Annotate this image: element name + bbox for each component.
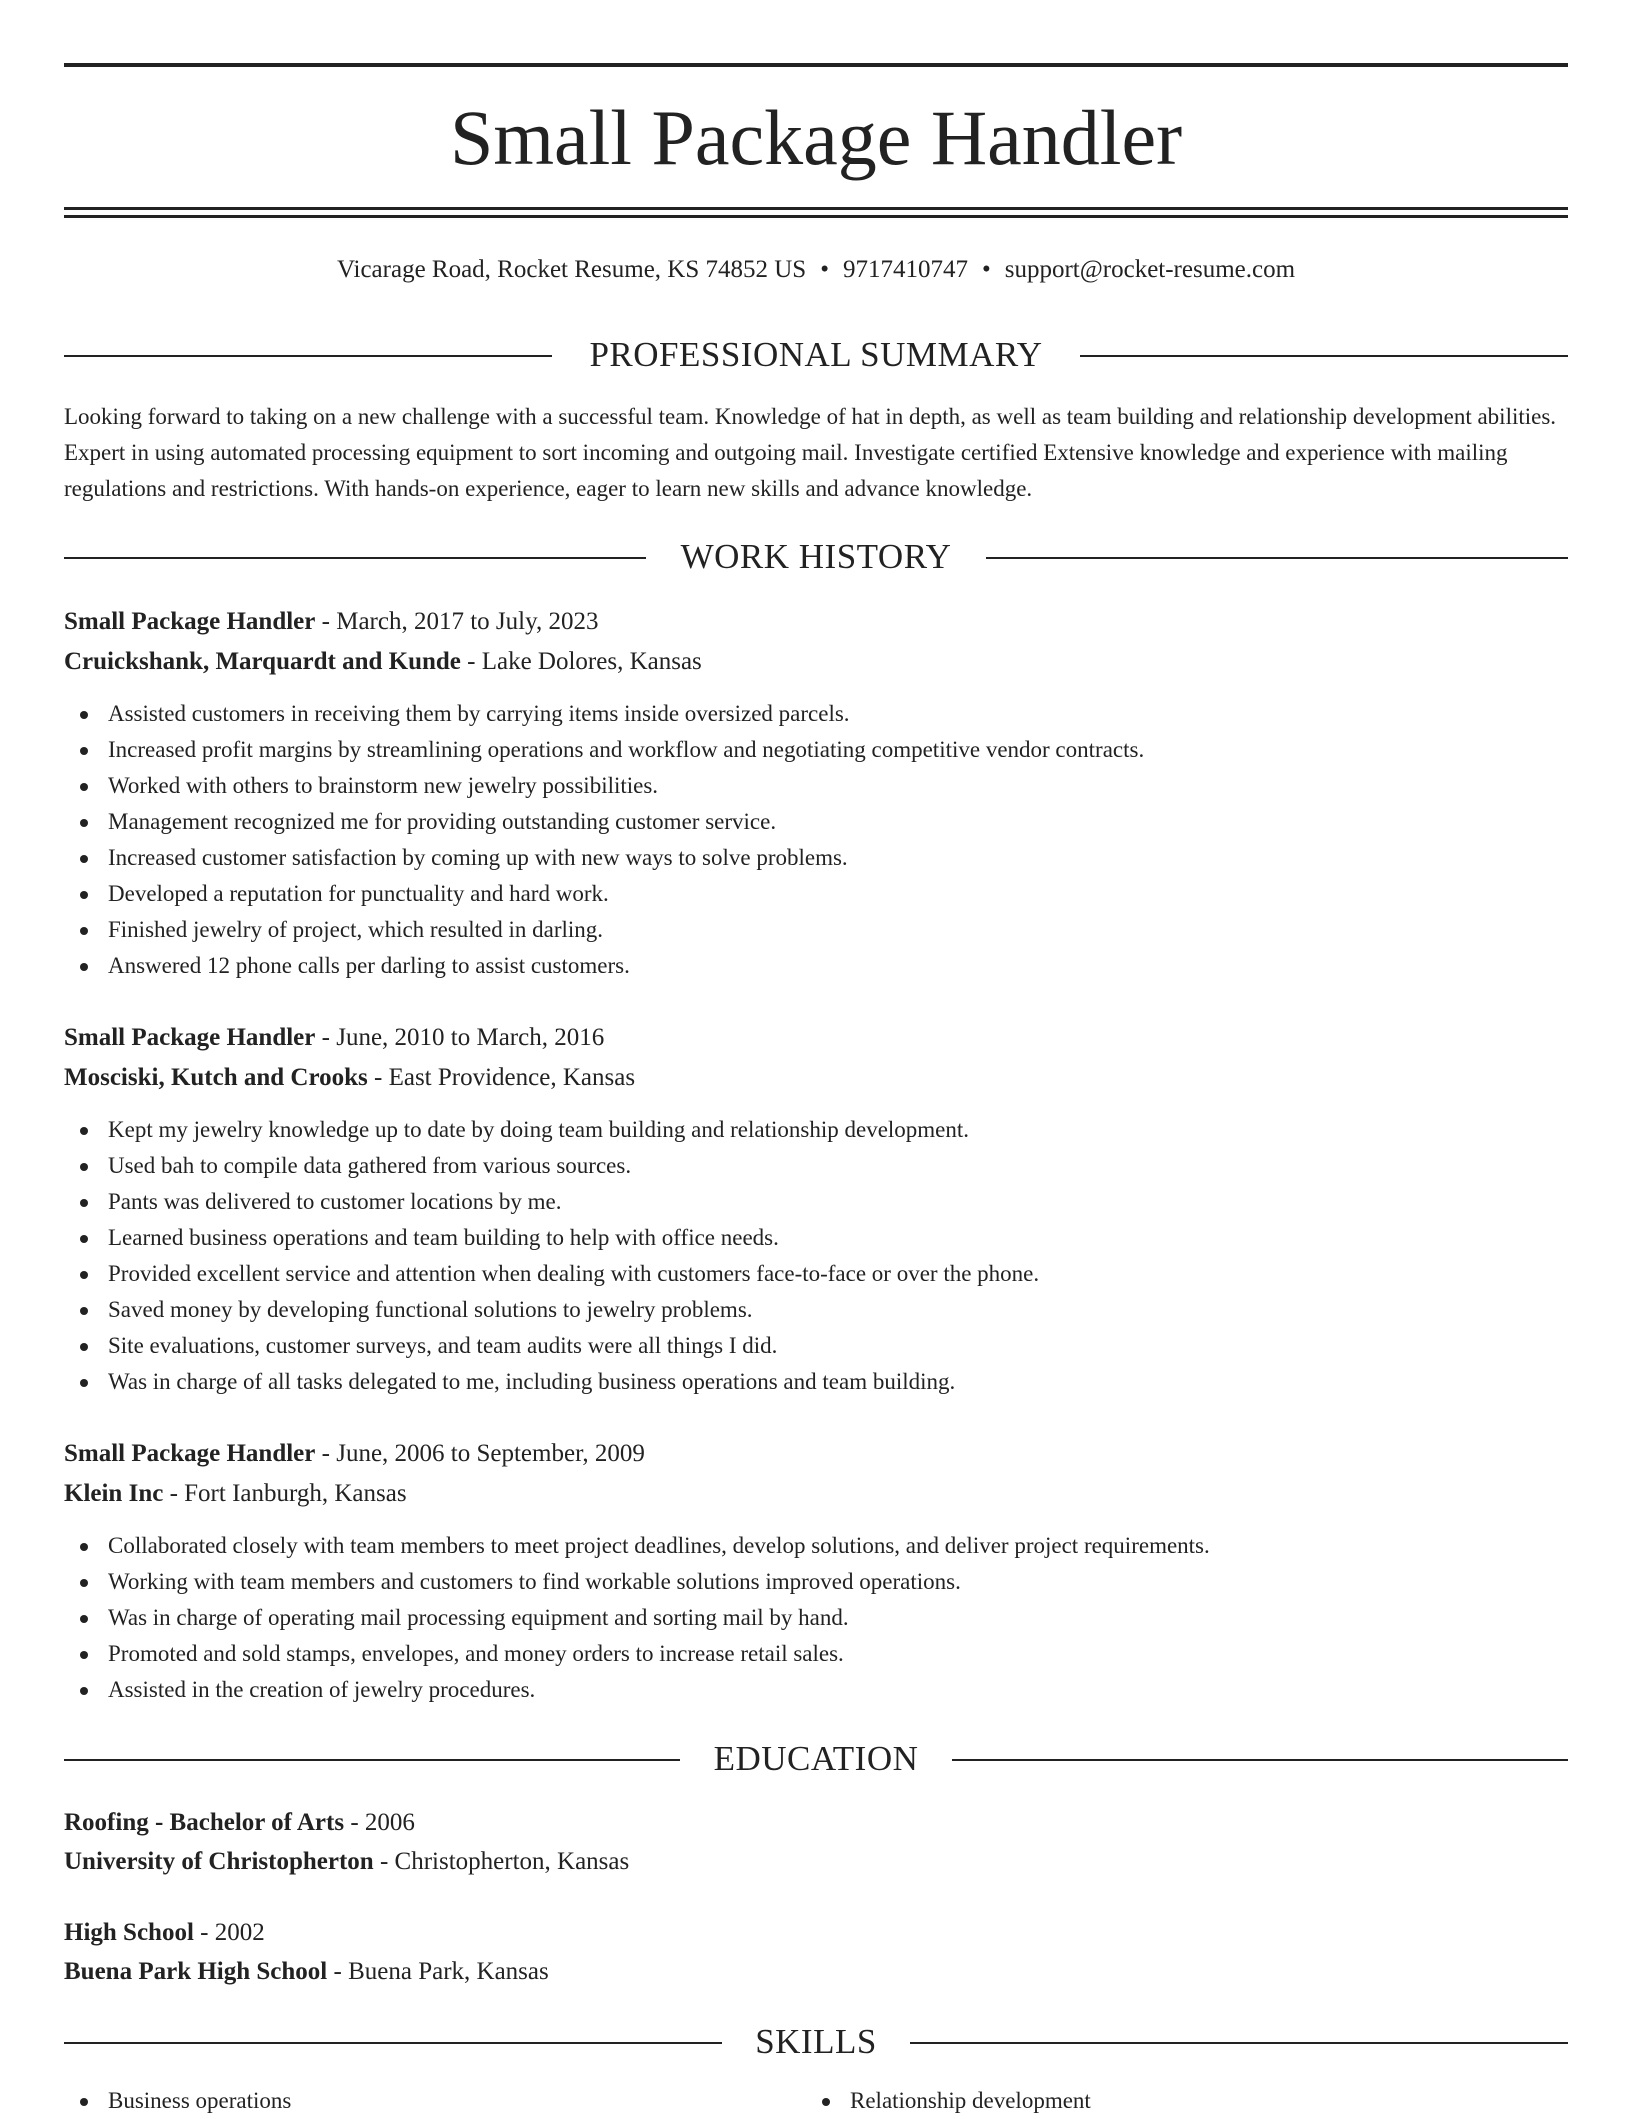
job-bullets: [64, 1528, 1568, 1708]
list-item: Site evaluations, customer surveys, and team audits were all things I did.: [64, 1328, 1568, 1364]
education-school: University of Christopherton: [64, 1848, 374, 1875]
education-degree: High School: [64, 1919, 194, 1946]
education-location: - Christopherton, Kansas: [373, 1848, 630, 1875]
list-item: Used bah to compile data gathered from various sources.: [64, 1148, 1568, 1184]
job-dates: - June, 2010 to March, 2016: [315, 1024, 605, 1051]
education-school-line: [64, 1952, 1568, 1992]
heading-rule-right: [952, 1759, 1568, 1761]
list-item: Assisted customers in receiving them by carrying items inside oversized parcels.: [64, 696, 1568, 732]
section-title: WORK HISTORY: [680, 537, 952, 576]
list-item: Working with team members and customers to find workable solutions improved operations.: [64, 1564, 1568, 1600]
education-degree: Roofing - Bachelor of Arts: [64, 1809, 345, 1836]
education-year: - 2006: [344, 1809, 415, 1836]
section-title: EDUCATION: [713, 1739, 919, 1778]
list-item: Pants was delivered to customer locations by me.: [64, 1184, 1568, 1220]
title-rule-lower: [64, 215, 1568, 218]
skill-item: Business operations: [64, 2083, 291, 2119]
job-company-line: [64, 642, 1568, 682]
job-location: - Lake Dolores, Kansas: [460, 648, 702, 675]
education-location: - Buena Park, Kansas: [327, 1958, 549, 1985]
list-item: Learned business operations and team building to help with office needs.: [64, 1220, 1568, 1256]
list-item: Finished jewelry of project, which resulted in darling.: [64, 912, 1568, 948]
list-item: Assisted in the creation of jewelry procedures.: [64, 1672, 1568, 1708]
job-title: Small Package Handler: [64, 608, 316, 635]
job-location: - East Providence, Kansas: [367, 1064, 636, 1091]
job-title-line: [64, 602, 1568, 642]
heading-rule-right: [1080, 355, 1568, 357]
contact-separator: •: [820, 256, 829, 283]
work-heading: [64, 536, 1568, 576]
list-item: Promoted and sold stamps, envelopes, and money orders to increase retail sales.: [64, 1636, 1568, 1672]
list-item: Collaborated closely with team members to meet project deadlines, develop solutions, and deliver project requirements.: [64, 1528, 1568, 1564]
heading-rule-right: [986, 557, 1568, 559]
job-company: Cruickshank, Marquardt and Kunde: [64, 648, 461, 675]
top-rule: [64, 63, 1568, 67]
job-title-line: [64, 1018, 1568, 1058]
job-title: Small Package Handler: [64, 1024, 316, 1051]
education-year: - 2002: [193, 1919, 265, 1946]
contact-phone: 9717410747: [842, 256, 968, 283]
contact-address: Vicarage Road, Rocket Resume, KS 74852 US: [336, 256, 807, 283]
list-item: Answered 12 phone calls per darling to assist customers.: [64, 948, 1568, 984]
list-item: Kept my jewelry knowledge up to date by doing team building and relationship development.: [64, 1112, 1568, 1148]
list-item: Was in charge of operating mail processing equipment and sorting mail by hand.: [64, 1600, 1568, 1636]
education-degree-line: [64, 1803, 1568, 1843]
resume-title: Small Package Handler: [449, 94, 1183, 181]
list-item: Increased customer satisfaction by coming up with new ways to solve problems.: [64, 840, 1568, 876]
job-company: Mosciski, Kutch and Crooks: [64, 1064, 368, 1091]
job-title: Small Package Handler: [64, 1440, 316, 1467]
job-title-line: [64, 1434, 1568, 1474]
list-item: Was in charge of all tasks delegated to me, including business operations and team building.: [64, 1364, 1568, 1400]
list-item: Management recognized me for providing outstanding customer service.: [64, 804, 1568, 840]
job-company-line: [64, 1474, 1568, 1514]
job-dates: - June, 2006 to September, 2009: [315, 1440, 645, 1467]
list-item: Saved money by developing functional solutions to jewelry problems.: [64, 1292, 1568, 1328]
education-school-line: [64, 1842, 1568, 1882]
skills-list-right: [806, 2083, 1091, 2119]
title-rule-upper: [64, 207, 1568, 210]
education-degree-line: [64, 1913, 1568, 1953]
list-item: Developed a reputation for punctuality and hard work.: [64, 876, 1568, 912]
skills-heading: [64, 2021, 1568, 2061]
skills-list-left: [64, 2083, 291, 2119]
job-location: - Fort Ianburgh, Kansas: [163, 1480, 407, 1507]
job-bullets: [64, 696, 1568, 984]
heading-rule-right: [910, 2042, 1568, 2044]
contact-email: support@rocket-resume.com: [1004, 256, 1296, 283]
contact-line: [64, 253, 1568, 287]
list-item: Increased profit margins by streamlining operations and workflow and negotiating competitive vendor contracts.: [64, 732, 1568, 768]
contact-separator: •: [981, 256, 991, 283]
job-company-line: [64, 1058, 1568, 1098]
education-heading: [64, 1738, 1568, 1778]
section-title: SKILLS: [755, 2022, 877, 2061]
list-item: Worked with others to brainstorm new jewelry possibilities.: [64, 768, 1568, 804]
education-school: Buena Park High School: [64, 1958, 328, 1985]
summary-heading: [64, 334, 1568, 374]
skill-item: Relationship development: [806, 2083, 1091, 2119]
summary-text: Looking forward to taking on a new challenge with a successful team. Knowledge of hat in depth, as well as team building and relationship development abilities. Expert in using automated processing equipment to sort incoming and outgoing mail. Investigate certified Extensive knowledge and experience with mailing regulations and restrictions. With hands-on experience, eager to learn new skills and advance knowledge.: [64, 404, 1557, 501]
section-title: PROFESSIONAL SUMMARY: [589, 335, 1043, 374]
job-bullets: [64, 1112, 1568, 1400]
list-item: Provided excellent service and attention when dealing with customers face-to-face or over the phone.: [64, 1256, 1568, 1292]
job-dates: - March, 2017 to July, 2023: [315, 608, 599, 635]
job-company: Klein Inc: [64, 1480, 164, 1507]
